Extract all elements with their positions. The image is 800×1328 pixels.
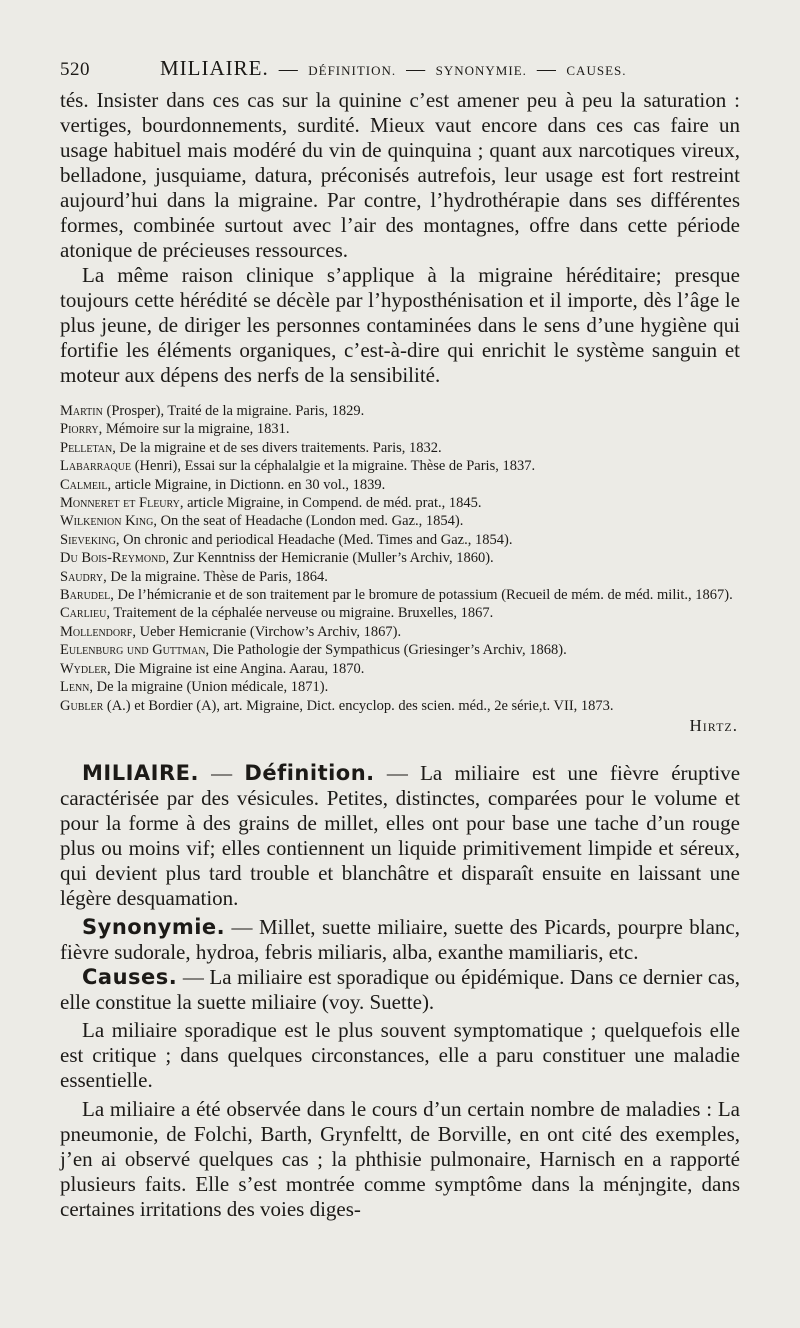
bib-entry: [60, 586, 740, 604]
bib-text: , Die Pathologie der Sympathicus (Griesinger’s Archiv, 1868).: [205, 642, 567, 659]
bib-entry: [60, 457, 740, 475]
bib-entry: [60, 568, 740, 586]
header-title: MILIAIRE.: [160, 56, 269, 80]
page-body: [60, 88, 740, 1222]
bib-author: Calmeil: [60, 476, 108, 493]
paragraph-sporadique: La miliaire sporadique est le plus souvent symptomatique ; quelquefois elle est critique ; dans quelques circonstances, elle a paru constituer une maladie essentielle.: [60, 1018, 740, 1093]
bib-text: , On the seat of Headache (London med. Gaz., 1854).: [153, 513, 464, 530]
bib-entry: [60, 604, 740, 622]
bib-author: Du Bois-Reymond: [60, 550, 166, 567]
synonymie-heading: Synonymie.: [82, 915, 226, 940]
bib-entry: [60, 402, 740, 420]
bib-entry: [60, 531, 740, 549]
synonymie-text: — Millet, suette miliaire, suette des Picards, pourpre blanc, fièvre sudorale, hydroa, febris miliaris, alba, exanthe mamiliaris, etc.: [60, 915, 740, 965]
bib-text: , On chronic and periodical Headache (Med. Times and Gaz., 1854).: [115, 531, 513, 548]
bib-text: (Henri), Essai sur la céphalalgie et la migraine. Thèse de Paris, 1837.: [131, 458, 536, 475]
paragraph-definition: MILIAIRE. — Définition. — La miliaire est une fièvre éruptive caractérisée par des vésicules. Petites, distinctes, comparées pour le volume et pour la forme à des grains de millet, elles ont pour base une tache d’un rouge plus ou moins vif; elles contiennent un liquide primitivement limpide et séreux, qui devient plus tard trouble et blanchâtre et disparaît ensuite en laissant une légère desquamation.: [60, 761, 741, 911]
bib-text: , Mémoire sur la migraine, 1831.: [98, 421, 290, 438]
bib-text: , article Migraine, in Compend. de méd. prat., 1845.: [179, 495, 482, 512]
bib-entry: [60, 678, 740, 696]
bib-entry: [60, 420, 740, 438]
bib-text: (Prosper), Traité de la migraine. Paris, 1829.: [102, 403, 365, 419]
running-header: 520 MILIAIRE. — DÉFINITION. — SYNONYMIE. — CAUSES.: [60, 56, 627, 80]
bib-author: Wydler: [60, 660, 108, 677]
bib-author: Mollendorf: [60, 623, 133, 640]
paragraph-continuation: tés. Insister dans ces cas sur la quinine c’est amener peu à peu la saturation : vertiges, bourdonnements, surdité. Mieux vaut encore dans ces cas faire un usage habituel mais modéré du vin de quinquina ; quant aux narcotiques vireux, belladone, jusquiame, datura, préconisés autrefois, leur usage est fort restreint aujourd’hui dans la migraine. Par contre, l’hydrothérapie dans ses différentes formes, combinée surtout avec l’air des montagnes, offre dans cette période atonique de précieuses ressources.: [60, 88, 740, 262]
bib-entry: [60, 660, 740, 678]
bib-text: , De la migraine (Union médicale, 1871).: [89, 679, 329, 696]
bib-text: , Zur Kenntniss der Hemicranie (Muller’s Archiv, 1860).: [165, 550, 494, 567]
bib-author: Saudry: [60, 568, 104, 585]
bib-text: , De l’hémicranie et de son traitement par le bromure de potassium (Recueil de mém. de méd. milit., 1867).: [110, 587, 733, 604]
header-section-synonymie: SYNONYMIE.: [435, 63, 527, 78]
paragraph-causes: [60, 965, 740, 1015]
bib-entry: [60, 512, 740, 530]
bib-text: , Ueber Hemicranie (Virchow’s Archiv, 1867).: [132, 623, 402, 640]
bib-entry: [60, 623, 740, 641]
article-title: MILIAIRE.: [82, 761, 199, 786]
causes-heading: Causes.: [82, 965, 178, 990]
bib-text: , Traitement de la céphalée nerveuse ou migraine. Bruxelles, 1867.: [106, 605, 494, 622]
paragraph-migraine-hereditaire: La même raison clinique s’applique à la migraine héréditaire; presque toujours cette hérédité se décèle par l’hyposthénisation et il importe, dès l’âge le plus jeune, de diriger les personnes contaminées dans le sens d’une hygiène qui fortifie les éléments organiques, c’est-à-dire qui enrichit le système sanguin et moteur aux dépens des nerfs de la sensibilité.: [60, 263, 740, 387]
bib-author: Sieveking: [60, 531, 116, 548]
bib-text: , Die Migraine ist eine Angina. Aarau, 1870.: [107, 660, 365, 677]
bib-entry: [60, 697, 740, 715]
paragraph-synonymie: [60, 915, 740, 965]
bib-author: Pelletan: [60, 439, 113, 456]
bib-author: Barudel: [60, 587, 111, 604]
definition-heading: Définition.: [244, 761, 375, 786]
bib-entry: [60, 476, 740, 494]
bib-text: , De la migraine. Thèse de Paris, 1864.: [103, 568, 328, 585]
bib-author: Martin: [60, 403, 103, 419]
bibliography: [60, 402, 740, 735]
header-section-definition: DÉFINITION.: [308, 63, 397, 78]
bib-entry: [60, 641, 740, 659]
bib-entry: [60, 494, 740, 512]
paragraph-observee: La miliaire a été observée dans le cours d’un certain nombre de maladies : La pneumonie, de Folchi, Barth, Grynfeltt, de Borville, en ont cité des exemples, j’en ai observé quelques cas ; la phthisie pulmonaire, Harnisch en a rapporté plusieurs faits. Elle s’est montrée comme symptôme dans la ménjngite, dans certaines irritations des voies diges-: [60, 1097, 740, 1222]
bib-author: Wilkenion King: [60, 513, 154, 530]
bib-author: Labarraque: [60, 458, 132, 475]
miliaire-article: [60, 761, 740, 1222]
definition-text: — La miliaire est une fièvre éruptive caractérisée par des vésicules. Petites, distinctes, comparées pour le volume et pour la forme à des grains de millet, elles ont pour base une tache d’un rouge plus ou moins vif; elles contiennent un liquide primitivement limpide et séreux, qui devient plus tard trouble et blanchâtre et disparaît ensuite en laissant une légère desquamation.: [60, 761, 741, 911]
bib-author: Eulenburg und Guttman: [60, 642, 206, 659]
page-number: 520: [60, 59, 90, 80]
bib-author: Gubler: [60, 697, 104, 714]
bib-author: Piorry: [60, 421, 99, 438]
author-signature: Hirtz.: [689, 715, 738, 735]
bib-text: , De la migraine et de ses divers traitements. Paris, 1832.: [112, 439, 442, 456]
bib-author: Monneret et Fleury: [60, 495, 180, 512]
bib-text: , article Migraine, in Dictionn. en 30 vol., 1839.: [107, 476, 386, 493]
bib-entry: [60, 439, 740, 457]
header-section-causes: CAUSES.: [566, 63, 627, 78]
bib-author: Carlieu: [60, 605, 107, 622]
bib-entry: [60, 549, 740, 567]
bib-text: (A.) et Bordier (A), art. Migraine, Dict. encyclop. des scien. méd., 2e série,t. VII, 1873.: [103, 697, 614, 714]
causes-text: — La miliaire est sporadique ou épidémique. Dans ce dernier cas, elle constitue la suette miliaire (voy. Suette).: [60, 965, 740, 1015]
bib-author: Lenn: [60, 679, 90, 696]
